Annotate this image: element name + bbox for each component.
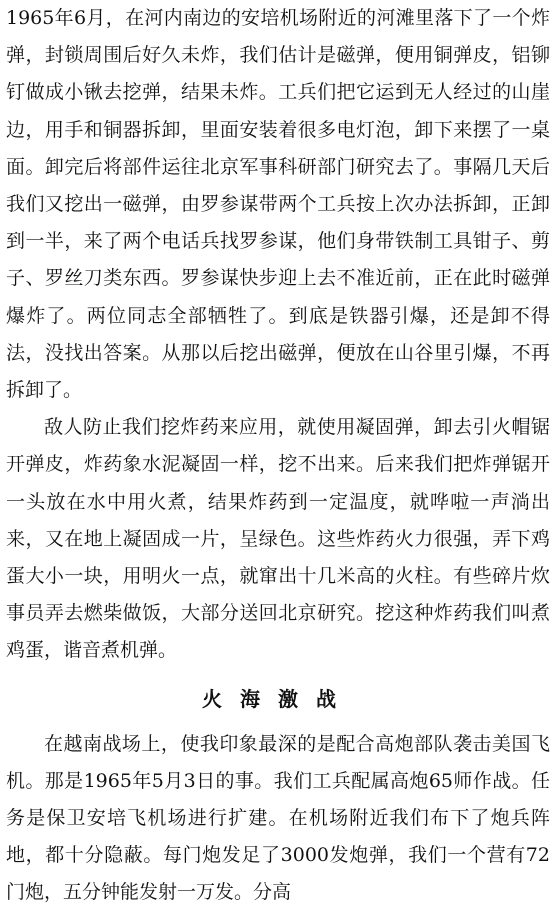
paragraph-magnetic-bombs: 1965年6月，在河内南边的安培机场附近的河滩里落下了一个炸弹，封锁周围后好久未炸，我们估计是磁弹，便用铜弹皮，铝铆钉做成小锹去挖弹，结果未炸。工兵们把它运到无人经过的山崖边，用手和铜器拆卸，里面安装着很多电灯泡，卸下来摆了一桌面。卸完后将部件运往北京军事科研部门研究去了。事隔几天后我们又挖出一磁弹，由罗参谋带两个工兵按上次办法拆卸，正卸到一半，来了两个电话兵找罗参谋，他们身带铁制工具钳子、剪子、罗丝刀类东西。罗参谋快步迎上去不准近前，正在此时磁弹爆炸了。两位同志全部牺牲了。到底是铁器引爆，还是卸不得法，没找出答案。从那以后挖出磁弹，便放在山谷里引爆，不再拆卸了。 — [6, 7, 550, 402]
section-title: 火海激战 — [202, 686, 354, 711]
paragraph-solidified-bombs: 敌人防止我们挖炸药来应用，就使用凝固弹，卸去引火帽锯开弹皮，炸药象水泥凝固一样，挖不出来。后来我们把炸弹锯开一头放在水中用火煮，结果炸药到一定温度，就哗啦一声淌出来，又在地上凝固成一片，呈绿色。这些炸药火力很强，弄下鸡蛋大小一块，用明火一点，就窜出十几米高的火柱。有些碎片炊事员弄去燃柴做饭，大部分送回北京研究。挖这种炸药我们叫煮鸡蛋，谐音煮机弹。 — [6, 416, 550, 662]
paragraph-anti-aircraft: 在越南战场上，使我印象最深的是配合高炮部队袭击美国飞机。那是1965年5月3日的事。我们工兵配属高炮65师作战。任务是保卫安培飞机场进行扩建。在机场附近我们布下了炮兵阵地，都十分隐蔽。每门炮发足了3000发炮弹，我们一个营有72门炮，五分钟能发射一万发。分高 — [6, 732, 550, 904]
